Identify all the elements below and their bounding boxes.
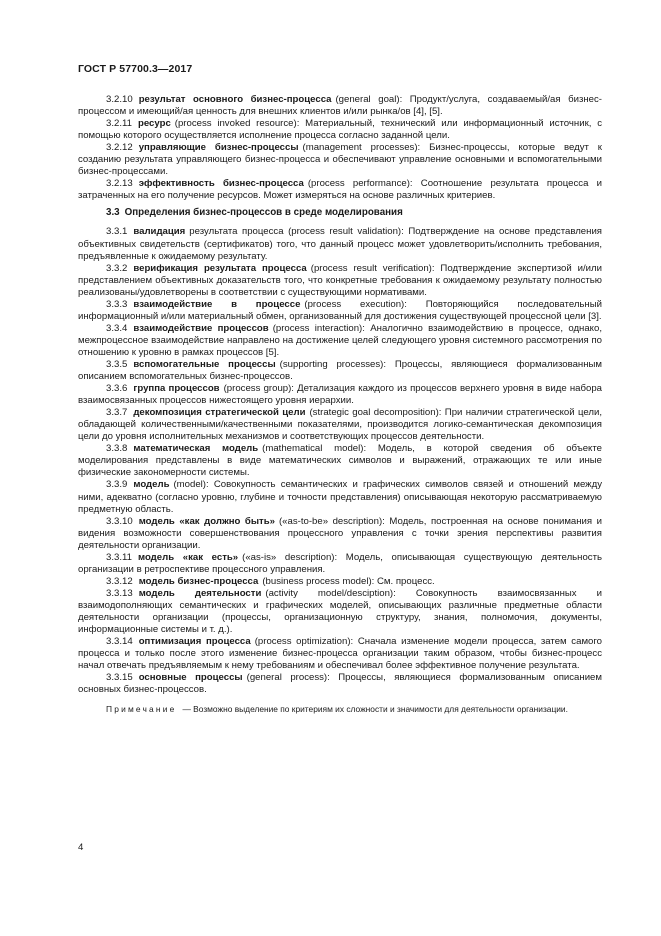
definitions-3-3 (78, 226, 602, 696)
definition-term: вспомогательные процессы (133, 358, 276, 370)
definition-number: 3.3.4 (106, 322, 128, 334)
definition-text: (process interaction): Аналогично взаимодействию в процессе, однако, межпроцессное взаимодействие направлено на достижение целей следующего уровня системного рассмотрения по отношению к уровню в рамках процессов [5]. (78, 322, 602, 358)
definition-text: (mathematical model): Модель, в которой сведения об объекте моделирования представлены в виде математических символов и выражений, отражающих те или иные физические закономерности системы. (78, 443, 602, 479)
definition-number: 3.3.6 (106, 383, 128, 395)
definition-term: декомпозиция стратегической цели (133, 407, 306, 419)
definition-text: («as-to-be» description): Модель, построенная на основе понимания и видения возможности совершенствования процессного управления с точки зрения перспективы развития деятельности организации. (78, 515, 602, 551)
definition-text: (business process model): См. процесс. (262, 575, 435, 587)
section-number: 3.3 (106, 207, 120, 219)
definition-paragraph (78, 407, 602, 443)
definition-term: взаимодействие в процессе (133, 298, 301, 310)
definition-text: результата процесса (process result validation): Подтверждение на основе представления объективных свидетельств (сертификатов) того, что данный процесс может удовлетворить/исполнить требования, предъявленные к ожидаемому результату. (78, 226, 602, 262)
definition-paragraph (78, 263, 602, 299)
definition-term: взаимодействие процессов (133, 322, 269, 334)
definition-text: (general goal): Продукт/услуга, создаваемый/ая бизнес-процессом и имеющий/ая ценность для внешних клиентов и/или рынка/ов [4], [5]. (78, 94, 602, 118)
definition-paragraph (78, 226, 602, 262)
definition-number: 3.3.2 (106, 262, 128, 274)
section-heading (78, 207, 602, 219)
definition-text: («as-is» description): Модель, описывающая существующую деятельность организации в ретроспективе процессного управления. (78, 551, 602, 575)
definition-text: (process invoked resource): Материальный, технический или информационный источник, с помощью которого осуществляется исполнение процесса согласно заданной цели. (78, 118, 602, 142)
definition-term: ресурс (137, 118, 171, 130)
definition-number: 3.3.13 (106, 587, 133, 599)
definition-paragraph (78, 94, 602, 118)
definition-text: (activity model/desciption): Совокупность взаимосвязанных и взаимодополняющих семантических и графических моделей, описывающих различные предметные области деятельности организации (процессы, организационную структуру, знания, полномочия, документы, информационные системы и т. д.). (78, 587, 603, 636)
definition-term: модель деятельности (138, 587, 262, 599)
definition-text: (supporting processes): Процессы, являющиеся формализованным описанием вспомогательных бизнес-процессов. (78, 358, 603, 383)
definition-text: (process result verification): Подтверждение экспертизой и/или представлением объективных доказательств того, что конкретные требования к ожидаемому результату полностью реализованы/удовлетворены в соответствии с существующими нормативами. (78, 262, 602, 298)
definition-paragraph (78, 299, 602, 323)
definitions-3-2 (78, 94, 602, 202)
definition-number: 3.3.8 (106, 443, 128, 455)
definition-paragraph (78, 178, 602, 202)
definition-term: модель бизнес-процесса (138, 575, 259, 587)
definition-number: 3.3.14 (106, 636, 133, 648)
definition-paragraph (78, 636, 602, 672)
definition-paragraph (78, 383, 602, 407)
definition-paragraph (78, 142, 602, 178)
definition-text: (management processes): Бизнес-процессы, которые ведут к созданию результата управляющего бизнес-процесса и обеспечивают управление основными и вспомогательными бизнес-процессами. (78, 142, 603, 178)
note-text: — Возможно выделение по критериям их сложности и значимости для деятельности организации. (182, 704, 568, 715)
definition-text: (model): Совокупность семантических и графических символов связей и отношений между ними, адекватно (согласно уровню, глубине и точности представления) описывающая некоторую рассматриваемую предметную область. (78, 479, 602, 515)
page-number: 4 (78, 842, 84, 853)
definition-text: (process optimization): Сначала изменение модели процесса, затем самого процесса и только после этого изменение бизнес-процесса организации таким образом, чтобы бизнес-процесс начал отвечать предъявляемым к нему требованиям и обеспечивал более эффективное получение результата. (78, 636, 602, 672)
definition-paragraph (78, 359, 602, 383)
definition-number: 3.3.7 (106, 407, 128, 419)
definition-text: (process performance): Соотношение результата процесса и затраченных на его получение ресурсов. Может измеряться на основе различных критериев. (78, 178, 602, 202)
definition-term: модель «как должно быть» (138, 515, 275, 527)
definition-paragraph (78, 576, 602, 588)
definition-paragraph (78, 479, 602, 515)
definition-paragraph (78, 443, 602, 479)
definition-text: (general process): Процессы, являющиеся формализованным описанием основных бизнес-процессов. (78, 672, 602, 696)
definition-paragraph (78, 323, 602, 359)
section-title: Определения бизнес-процессов в среде моделирования (124, 207, 403, 219)
definition-number: 3.3.10 (106, 515, 133, 527)
definition-term: основные процессы (138, 672, 243, 684)
definition-paragraph (78, 118, 602, 142)
definition-number: 3.3.5 (106, 358, 128, 370)
definition-text: (strategic goal decomposition): При наличии стратегической цели, обладающей количественными/качественными показателями, производится логико-семантическая декомпозиция цели до уровня исполнительных механизмов и соответствующих процессов деятельности. (78, 407, 602, 443)
document-body (78, 94, 602, 715)
definition-term: модель «как есть» (137, 551, 239, 563)
definition-term: валидация (133, 226, 186, 238)
standard-header: ГОСТ Р 57700.3—2017 (78, 63, 193, 75)
definition-paragraph (78, 552, 602, 576)
definition-term: управляющие бизнес-процессы (138, 142, 299, 154)
definition-term: модель (133, 479, 170, 491)
definition-paragraph (78, 588, 602, 636)
definition-term: математическая модель (133, 443, 259, 455)
definition-paragraph (78, 516, 602, 552)
definition-number: 3.2.13 (106, 178, 133, 190)
definition-term: верификация результата процесса (133, 262, 307, 274)
definition-number: 3.3.12 (106, 575, 133, 587)
definition-term: оптимизация процесса (138, 636, 251, 648)
definition-number: 3.3.9 (106, 479, 128, 491)
definition-number: 3.2.10 (106, 94, 133, 105)
definition-paragraph (78, 672, 602, 696)
definition-term: эффективность бизнес-процесса (138, 178, 304, 190)
definition-term: группа процессов (133, 383, 220, 395)
definition-number: 3.3.1 (106, 226, 128, 238)
definition-text: (process group): Детализация каждого из процессов верхнего уровня в виде набора взаимосвязанных процессов нижестоящего уровня иерархии. (78, 383, 602, 407)
definition-term: результат основного бизнес-процесса (138, 94, 332, 105)
definition-number: 3.3.3 (106, 298, 128, 310)
definition-text: (process execution): Повторяющийся последовательный информационный и/или материальный обмен, организованный для достижения существующей процессной цели [3]. (78, 298, 602, 322)
definition-number: 3.3.15 (106, 672, 133, 684)
definition-number: 3.2.11 (106, 118, 132, 130)
definition-number: 3.3.11 (106, 551, 132, 563)
note-label: Примечание (106, 704, 177, 715)
note (78, 704, 602, 715)
definition-number: 3.2.12 (106, 142, 133, 154)
